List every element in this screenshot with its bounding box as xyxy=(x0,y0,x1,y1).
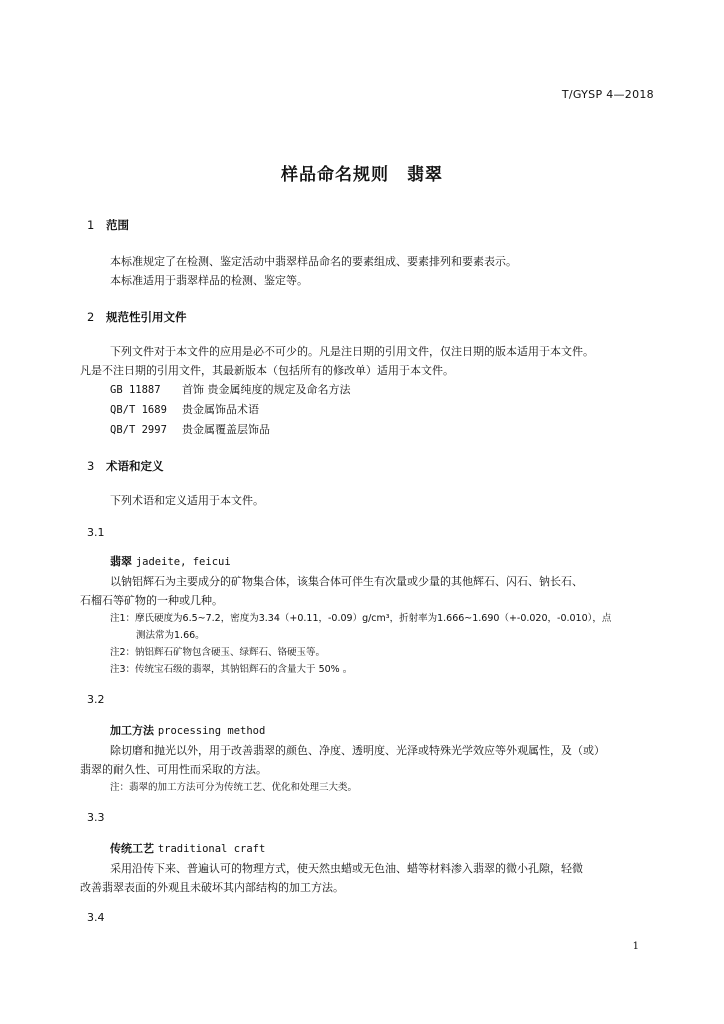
note-text: 翡翠的加工方法可分为传统工艺、优化和处理三大类。 xyxy=(129,782,358,793)
note-label: 注3： xyxy=(110,664,136,675)
term-zh: 翡翠 xyxy=(110,555,132,568)
reference-title: 首饰 贵金属纯度的规定及命名方法 xyxy=(182,383,351,396)
note-text: 传统宝石级的翡翠，其钠铝辉石的含量大于 50% 。 xyxy=(135,664,353,675)
note-label: 注： xyxy=(110,782,130,793)
section-title: 术语和定义 xyxy=(106,459,164,473)
reference-title: 贵金属覆盖层饰品 xyxy=(182,423,270,436)
section-heading-terms-definitions xyxy=(87,457,659,475)
paragraph: 本标准规定了在检测、鉴定活动中翡翠样品命名的要素组成、要素排列和要素表示。 xyxy=(110,255,517,268)
document-body xyxy=(80,216,659,927)
term-definition: 以钠铝辉石为主要成分的矿物集合体，该集合体可伴生有次量或少量的其他辉石、闪石、钠长石、 xyxy=(110,575,583,588)
section-heading-normative-references xyxy=(87,308,659,326)
term-heading xyxy=(87,839,659,859)
reference-code: QB/T 1689 xyxy=(110,404,167,416)
section-title: 范围 xyxy=(106,218,129,232)
note-text: 摩氏硬度为6.5~7.2，密度为3.34（+0.11，-0.09）g/cm³，折射率为1.666~1.690（+-0.020，-0.010），点 xyxy=(135,613,612,624)
term-definition: 采用沿传下来、普遍认可的物理方式，使天然虫蜡或无色油、蜡等材料渗入翡翠的微小孔隙，轻微 xyxy=(110,862,583,875)
note-label: 注1： xyxy=(110,613,136,624)
term-number: 3.2 xyxy=(87,693,105,706)
term-definition-continuation: 改善翡翠表面的外观且未破坏其内部结构的加工方法。 xyxy=(80,881,344,894)
note xyxy=(87,779,659,796)
term-heading xyxy=(87,552,659,572)
document-title: 样品命名规则 翡翠 xyxy=(281,165,443,185)
paragraph: 下列文件对于本文件的应用是必不可少的。凡是注日期的引用文件，仅注日期的版本适用于本文件。 xyxy=(110,345,594,358)
standard-code: T/GYSP 4—2018 xyxy=(561,88,654,101)
reference-item xyxy=(87,380,659,400)
term-definition-continuation: 石榴石等矿物的一种或几种。 xyxy=(80,594,223,607)
term-definition: 除切磨和抛光以外，用于改善翡翠的颜色、净度、透明度、光泽或特殊光学效应等外观属性，及（或） xyxy=(110,744,605,757)
paragraph-continuation: 凡是不注日期的引用文件，其最新版本（包括所有的修改单）适用于本文件。 xyxy=(80,364,454,377)
paragraph: 本标准适用于翡翠样品的检测、鉴定等。 xyxy=(110,274,308,287)
section-number: 1 xyxy=(87,218,95,232)
note-label: 注2： xyxy=(110,647,136,658)
section-number: 2 xyxy=(87,310,95,324)
section-title: 规范性引用文件 xyxy=(106,310,187,324)
reference-code: QB/T 2997 xyxy=(110,424,167,436)
term-en: jadeite, feicui xyxy=(135,556,231,568)
term-number: 3.4 xyxy=(87,911,105,924)
section-number: 3 xyxy=(87,459,95,473)
term-number: 3.3 xyxy=(87,811,105,824)
note-continuation: 测法常为1.66。 xyxy=(136,630,205,641)
term-number: 3.1 xyxy=(87,526,105,539)
reference-title: 贵金属饰品术语 xyxy=(182,403,259,416)
note-text: 钠铝辉石矿物包含硬玉、绿辉石、铬硬玉等。 xyxy=(135,647,326,658)
term-en: processing method xyxy=(157,725,266,737)
term-en: traditional craft xyxy=(157,843,266,855)
page-number: 1 xyxy=(632,941,639,952)
term-definition-continuation: 翡翠的耐久性、可用性而采取的方法。 xyxy=(80,763,267,776)
note xyxy=(87,644,659,661)
reference-item xyxy=(87,400,659,420)
reference-code: GB 11887 xyxy=(110,384,161,396)
paragraph: 下列术语和定义适用于本文件。 xyxy=(110,494,264,507)
reference-item xyxy=(87,420,659,440)
section-heading-scope xyxy=(87,216,659,234)
note xyxy=(87,610,659,627)
term-zh: 传统工艺 xyxy=(110,842,154,855)
reference-list xyxy=(87,380,659,440)
term-zh: 加工方法 xyxy=(110,724,154,737)
note xyxy=(87,661,659,678)
term-heading xyxy=(87,721,659,741)
